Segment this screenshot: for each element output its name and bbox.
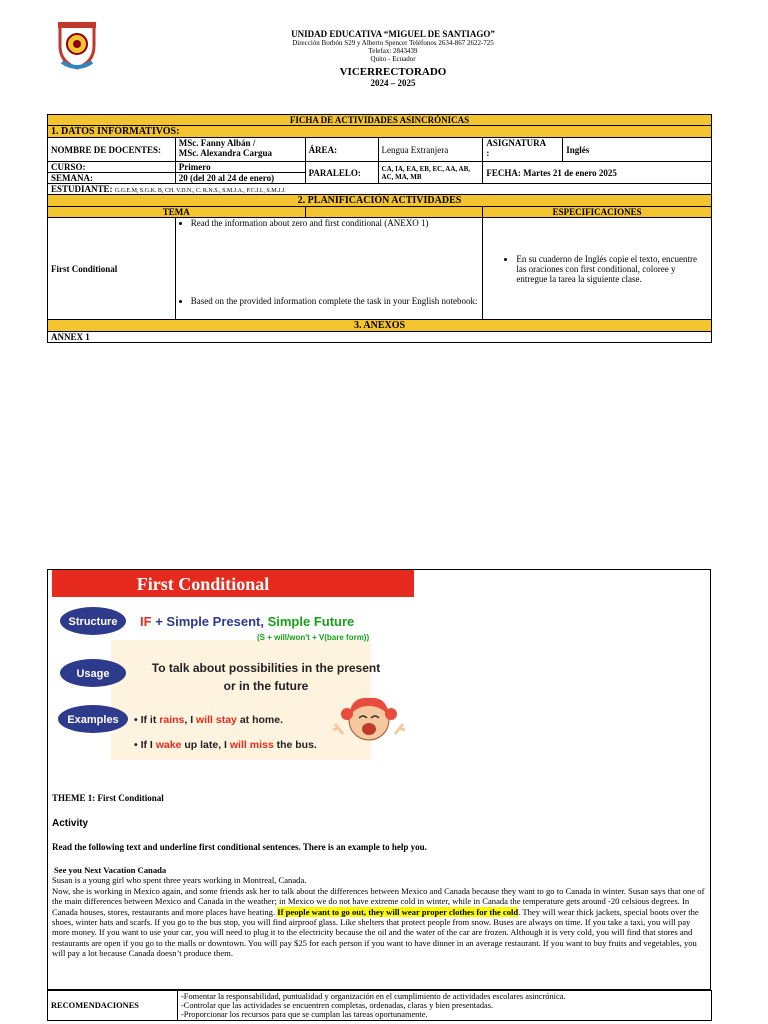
docente-1: MSc. Fanny Albán / — [178, 138, 256, 148]
estudiante-row — [48, 184, 712, 195]
highlighted-example: If people want to go out, they will wear proper clothes for the cold — [277, 906, 519, 917]
activity-1: • Read the information about zero and first conditional (ANEXO 1) — [191, 218, 480, 228]
infographic-title: First Conditional — [136, 574, 270, 594]
section-1-title: 1. DATOS INFORMATIVOS: — [48, 126, 712, 138]
tema-value: First Conditional — [48, 218, 176, 320]
blank-header — [305, 207, 483, 218]
activities-cell — [175, 218, 483, 320]
activity-sheet-table — [47, 114, 712, 343]
example-2: • If I wake up late, I will miss the bus. — [134, 739, 317, 751]
asignatura-colon: : — [486, 148, 490, 158]
story-text-a: Now, she is working in Mexico again, and some friends ask her to talk about the differences between Mexico and Canada because they want to go to Canada in winter. Susan says that one of the main differences between Mexico and Canada in the weather; in Mexico we do not have extreme cold in winter, while in Canada the temperature gets around -20 celsious degrees. In Canada houses, stores, restaurants and more places have heating. — [52, 885, 705, 917]
usage-label: Usage — [76, 668, 110, 680]
docente-2: MSc. Alexandra Cargua — [178, 148, 273, 158]
activity-2: • Based on the provided information complete the task in your English notebook: — [191, 296, 478, 306]
estudiante-label: ESTUDIANTE: — [51, 184, 113, 194]
recommendation-3: -Proporcionar los recursos para que se cumplan las tareas oportunamente. — [181, 1010, 428, 1019]
recommendations-label: RECOMENDACIONES — [48, 991, 178, 1021]
paralelo-value: CA, IA, EA, EB, EC, AA, AB, AC, MA, MB — [378, 162, 483, 184]
recommendation-1: -Fomentar la responsabilidad, puntualidad y organización en el cumplimiento de actividades escolares asincrónica. — [181, 992, 566, 1001]
activity-heading: Activity — [52, 818, 89, 829]
story-paragraph-1: Susan is a young girl who spent three years working in Montreal, Canada. — [52, 875, 307, 886]
school-city: Quito - Ecuador — [370, 55, 416, 63]
asignatura-value: Inglés — [563, 138, 712, 162]
especificaciones-cell — [483, 218, 712, 320]
fecha-value: FECHA: Martes 21 de enero 2025 — [483, 162, 712, 184]
recommendations-list — [178, 991, 712, 1021]
sheet-title: FICHA DE ACTIVIDADES ASINCRÓNICAS — [48, 115, 712, 126]
semana-label: SEMANA: — [48, 173, 176, 184]
docentes-label: NOMBRE DE DOCENTES: — [48, 138, 176, 162]
structure-formula-line: IF + Simple Present, Simple Future — [140, 614, 355, 629]
annex-label: ANNEX 1 — [48, 332, 712, 343]
school-address: Dirección Borbón S29 y Alberto Spencer Teléfonos 2634-867 2622-725 — [292, 39, 494, 47]
first-conditional-infographic — [51, 570, 414, 762]
tema-header: TEMA — [48, 207, 306, 218]
example-1: • If it rains, I will stay at home. — [134, 714, 283, 726]
estudiante-value: G.G.E.M, S.G.K. B, CH. V.D.N., C. R.N.S., S.M.J.A., P.C.J.I., S.M.J.J. — [114, 188, 286, 194]
structure-formula: (S + will/won't + V(bare form)) — [257, 633, 370, 642]
especificaciones-text: • En su cuaderno de Inglés copie el texto, encuentre las oraciones con first conditional, coloree y entregue la tarea la siguiente clase. — [516, 254, 706, 284]
school-header — [200, 29, 586, 88]
story-text-b: . They will wear thick jackets, special boots over the shoes, winter hats and scarfs. If you go to the bus stop, you will find airproof glass. Like shelters that protect people from snow. Buses are always on time. If you take a taxi, you will pay more money. If you want to use your car, you will need to plug it to the electricity because the oil and the water of the car are frozen. Although it is very cold, you will find that stores and restaurants are open if you go to the malls or downtown. You will pay $25 for each person if you want to have dinner in an average restaurant. If you want to buy fruits and vegetables, you will pay a lot because Canada doesn’t produce them. — [52, 906, 699, 959]
school-logo — [52, 20, 102, 72]
usage-text-1: To talk about possibilities in the present — [151, 661, 381, 675]
especificaciones-header: ESPECIFICACIONES — [483, 207, 712, 218]
section-3-title: 3. ANEXOS — [48, 320, 712, 332]
curso-value: Primero — [175, 162, 305, 173]
curso-semana-labels — [48, 162, 176, 173]
semana-value: 20 (del 20 al 24 de enero) — [175, 173, 305, 184]
usage-text-2: or in the future — [223, 679, 309, 693]
curso-label: CURSO: — [51, 162, 86, 172]
school-name: UNIDAD EDUCATIVA “MIGUEL DE SANTIAGO” — [291, 29, 495, 39]
office-title: VICERRECTORADO — [339, 66, 447, 78]
recommendation-2: -Controlar que las actividades se encuentren completas, ordenadas, claras y bien presentadas. — [181, 1001, 494, 1010]
asignatura-text: ASIGNATURA — [486, 138, 547, 148]
paralelo-label: PARALELO: — [305, 162, 378, 184]
area-value: Lengua Extranjera — [378, 138, 483, 162]
school-year: 2024 – 2025 — [370, 78, 416, 88]
section-2-title: 2. PLANIFICACIÓN ACTIVIDADES — [48, 195, 712, 207]
reading-text — [52, 865, 706, 959]
story-title: See you Next Vacation Canada — [54, 865, 167, 875]
theme-title: THEME 1: First Conditional — [52, 793, 164, 803]
school-telefax: Telefax: 2843439 — [368, 47, 418, 55]
asignatura-label — [483, 138, 563, 162]
area-label: ÁREA: — [305, 138, 378, 162]
examples-label: Examples — [67, 714, 119, 726]
docentes-value — [175, 138, 305, 162]
activity-instruction: Read the following text and underline first conditional sentences. There is an example to help you. — [52, 842, 427, 852]
story-paragraph-2 — [52, 886, 706, 959]
recommendations-table — [47, 990, 712, 1021]
structure-label: Structure — [68, 616, 118, 628]
